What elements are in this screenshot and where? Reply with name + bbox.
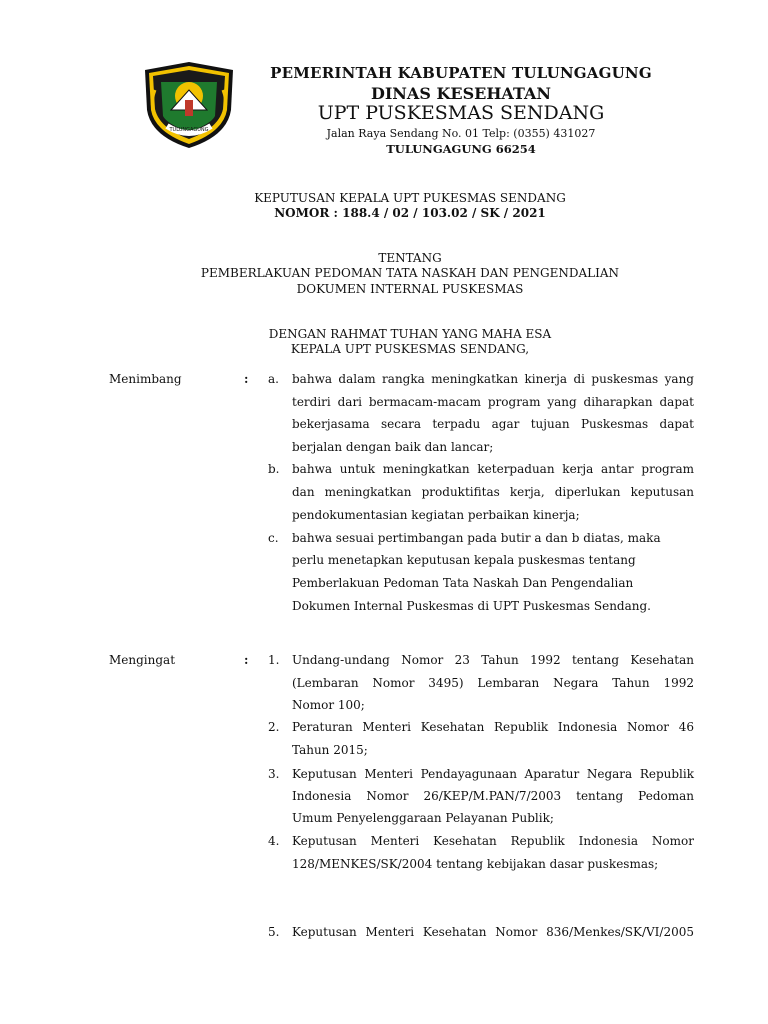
decree-subject-line1: PEMBERLAKUAN PEDOMAN TATA NASKAH DAN PENGENDALIAN [200, 266, 620, 280]
mengingat-marker-4: 4. [268, 834, 280, 848]
letterhead-unit: UPT PUSKESMAS SENDANG [317, 102, 605, 124]
decree-rahmat-line1: DENGAN RAHMAT TUHAN YANG MAHA ESA [268, 327, 552, 341]
decree-subject-line2: DOKUMEN INTERNAL PUSKESMAS [296, 282, 524, 296]
menimbang-a-line: terdiri dari bermacam-macam program yang diharapkan dapat [292, 395, 694, 409]
menimbang-b-line: dan meningkatkan produktifitas kerja, diperlukan keputusan [292, 485, 694, 499]
decree-title: KEPUTUSAN KEPALA UPT PUKESMAS SENDANG [254, 191, 566, 205]
mengingat-marker-5: 5. [268, 925, 280, 939]
decree-number: NOMOR : 188.4 / 02 / 103.02 / SK / 2021 [274, 206, 546, 220]
menimbang-a-line: bekerjasama secara terpadu agar tujuan Puskesmas dapat [292, 417, 694, 431]
tulungagung-emblem-logo [141, 60, 237, 150]
mengingat-marker-2: 2. [268, 720, 280, 734]
mengingat-5-line: Keputusan Menteri Kesehatan Nomor 836/Menkes/SK/VI/2005 [292, 925, 694, 939]
mengingat-3-line: Umum Penyelenggaraan Pelayanan Publik; [292, 811, 554, 825]
letterhead-city: TULUNGAGUNG 66254 [386, 142, 536, 156]
menimbang-c-line: perlu menetapkan keputusan kepala puskesmas tentang [292, 553, 636, 567]
menimbang-b-line: pendokumentasian kegiatan perbaikan kinerja; [292, 508, 580, 522]
menimbang-colon: : [244, 372, 249, 386]
mengingat-1-line: Undang-undang Nomor 23 Tahun 1992 tentang Kesehatan [292, 653, 694, 667]
mengingat-1-line: (Lembaran Nomor 3495) Lembaran Negara Tahun 1992 [292, 676, 694, 690]
menimbang-c-line: Dokumen Internal Puskesmas di UPT Puskesmas Sendang. [292, 599, 651, 613]
menimbang-b-line: bahwa untuk meningkatkan keterpaduan kerja antar program [292, 462, 694, 476]
logo-text: TULUNGAGUNG [169, 127, 209, 133]
mengingat-marker-3: 3. [268, 767, 280, 781]
mengingat-4-line: 128/MENKES/SK/2004 tentang kebijakan dasar puskesmas; [292, 857, 659, 871]
decree-tentang: TENTANG [378, 251, 442, 265]
menimbang-a-line: berjalan dengan baik dan lancar; [292, 440, 494, 454]
menimbang-marker-b: b. [268, 462, 280, 476]
menimbang-marker-c: c. [268, 531, 279, 545]
mengingat-2-line: Tahun 2015; [292, 743, 368, 757]
mengingat-marker-1: 1. [268, 653, 280, 667]
mengingat-2-line: Peraturan Menteri Kesehatan Republik Indonesia Nomor 46 [292, 720, 694, 734]
mengingat-label: Mengingat [109, 653, 176, 667]
letterhead-agency: DINAS KESEHATAN [370, 84, 552, 103]
mengingat-1-line: Nomor 100; [292, 698, 365, 712]
letterhead-address: Jalan Raya Sendang No. 01 Telp: (0355) 431027 [326, 127, 596, 140]
decree-rahmat-line2: KEPALA UPT PUSKESMAS SENDANG, [290, 342, 530, 356]
menimbang-a-line: bahwa dalam rangka meningkatkan kinerja di puskesmas yang [292, 372, 694, 386]
menimbang-c-line: bahwa sesuai pertimbangan pada butir a dan b diatas, maka [292, 531, 661, 545]
menimbang-marker-a: a. [268, 372, 279, 386]
mengingat-3-line: Indonesia Nomor 26/KEP/M.PAN/7/2003 tentang Pedoman [292, 789, 694, 803]
mengingat-4-line: Keputusan Menteri Kesehatan Republik Indonesia Nomor [292, 834, 694, 848]
mengingat-colon: : [244, 653, 249, 667]
mengingat-3-line: Keputusan Menteri Pendayagunaan Aparatur Negara Republik [292, 767, 694, 781]
menimbang-label: Menimbang [109, 372, 182, 386]
menimbang-c-line: Pemberlakuan Pedoman Tata Naskah Dan Pengendalian [292, 576, 634, 590]
letterhead-government: PEMERINTAH KABUPATEN TULUNGAGUNG [270, 64, 652, 82]
